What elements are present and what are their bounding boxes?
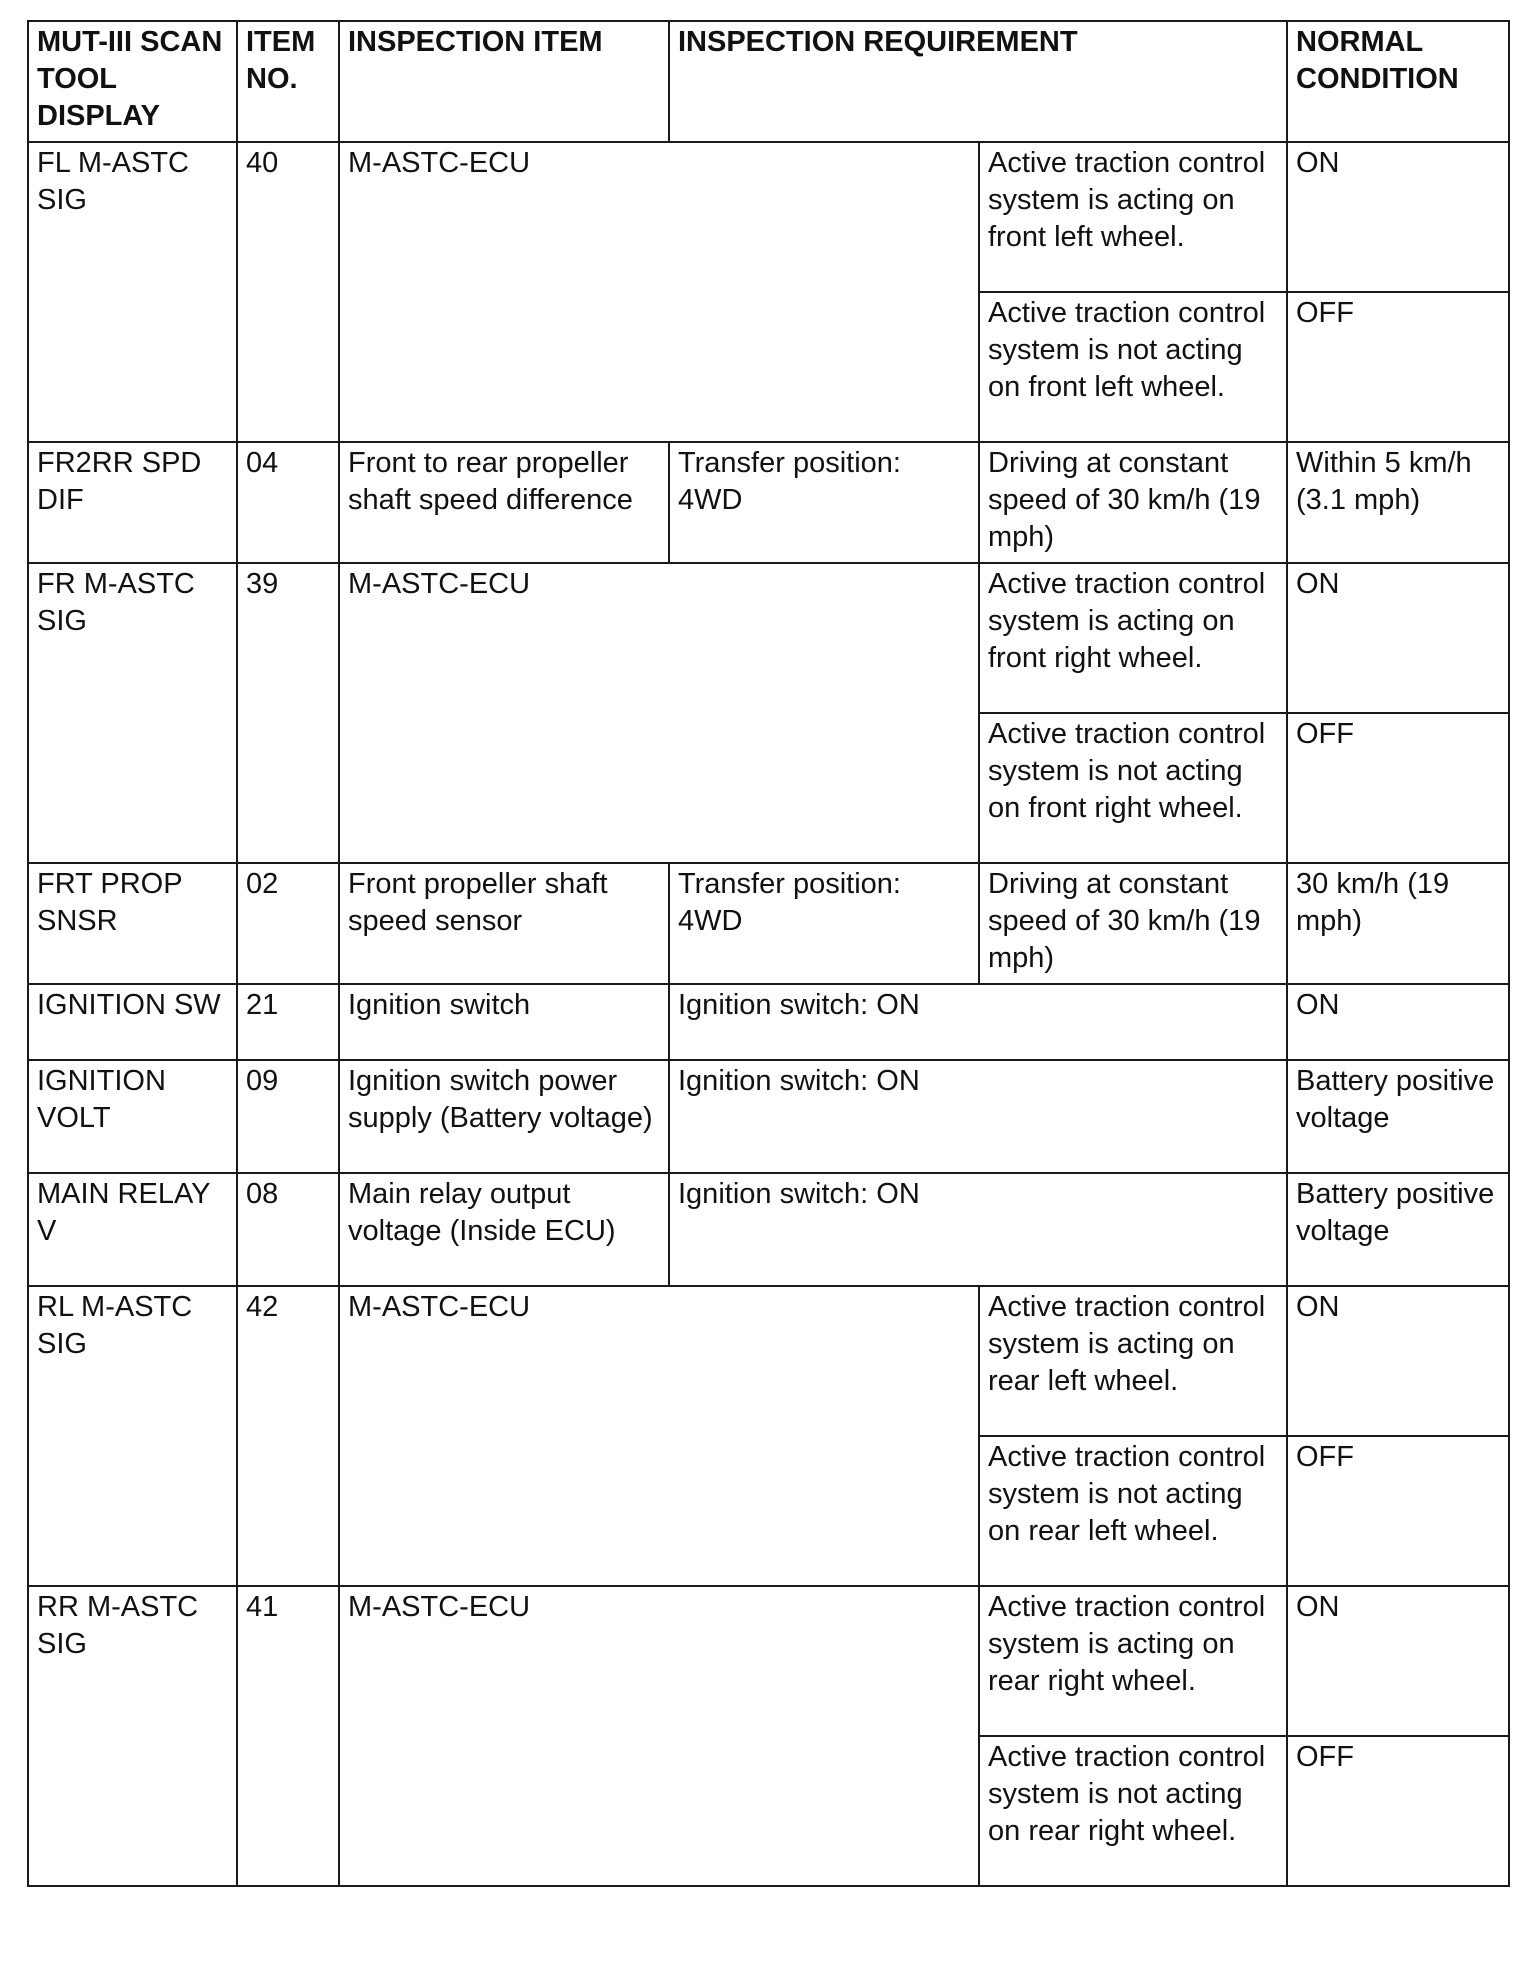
cell-inspection-item: M-ASTC-ECU xyxy=(339,563,979,863)
cell-requirement-a: Transfer position: 4WD xyxy=(669,863,979,984)
header-display: MUT-III SCAN TOOL DISPLAY xyxy=(28,21,237,142)
cell-requirement: Active traction control system is not acting on front right wheel. xyxy=(979,713,1287,863)
header-inspection-requirement: INSPECTION REQUIREMENT xyxy=(669,21,1287,142)
cell-requirement-b: Driving at constant speed of 30 km/h (19 mph) xyxy=(979,442,1287,563)
cell-normal: OFF xyxy=(1287,1736,1509,1886)
cell-item-no: 41 xyxy=(237,1586,339,1886)
cell-inspection-item: Ignition switch xyxy=(339,984,669,1060)
cell-normal: ON xyxy=(1287,142,1509,292)
inspection-table xyxy=(27,20,1510,1887)
cell-normal: 30 km/h (19 mph) xyxy=(1287,863,1509,984)
cell-normal: ON xyxy=(1287,563,1509,713)
cell-requirement: Active traction control system is not acting on rear right wheel. xyxy=(979,1736,1287,1886)
cell-requirement: Active traction control system is not acting on front left wheel. xyxy=(979,292,1287,442)
cell-display: FR M-ASTC SIG xyxy=(28,563,237,863)
cell-requirement: Ignition switch: ON xyxy=(669,1173,1287,1286)
cell-display: RL M-ASTC SIG xyxy=(28,1286,237,1586)
cell-inspection-item: Front to rear propeller shaft speed difference xyxy=(339,442,669,563)
table-row xyxy=(28,1586,1509,1736)
cell-display: RR M-ASTC SIG xyxy=(28,1586,237,1886)
cell-requirement-a: Transfer position: 4WD xyxy=(669,442,979,563)
cell-display: FL M-ASTC SIG xyxy=(28,142,237,442)
cell-item-no: 04 xyxy=(237,442,339,563)
cell-item-no: 42 xyxy=(237,1286,339,1586)
header-normal-condition: NORMAL CONDITION xyxy=(1287,21,1509,142)
cell-inspection-item: Main relay output voltage (Inside ECU) xyxy=(339,1173,669,1286)
cell-requirement-b: Driving at constant speed of 30 km/h (19 mph) xyxy=(979,863,1287,984)
table-row xyxy=(28,142,1509,292)
cell-requirement: Active traction control system is acting on front right wheel. xyxy=(979,563,1287,713)
cell-item-no: 21 xyxy=(237,984,339,1060)
cell-inspection-item: M-ASTC-ECU xyxy=(339,1586,979,1886)
cell-normal: OFF xyxy=(1287,292,1509,442)
cell-item-no: 02 xyxy=(237,863,339,984)
cell-normal: ON xyxy=(1287,1586,1509,1736)
cell-display: MAIN RELAY V xyxy=(28,1173,237,1286)
cell-item-no: 40 xyxy=(237,142,339,442)
cell-display: IGNITION SW xyxy=(28,984,237,1060)
cell-item-no: 39 xyxy=(237,563,339,863)
table-row xyxy=(28,984,1509,1060)
cell-normal: Battery positive voltage xyxy=(1287,1060,1509,1173)
cell-item-no: 09 xyxy=(237,1060,339,1173)
table-row xyxy=(28,863,1509,984)
cell-display: IGNITION VOLT xyxy=(28,1060,237,1173)
cell-requirement: Active traction control system is not acting on rear left wheel. xyxy=(979,1436,1287,1586)
table-row xyxy=(28,1173,1509,1286)
cell-normal: Within 5 km/h (3.1 mph) xyxy=(1287,442,1509,563)
cell-display: FR2RR SPD DIF xyxy=(28,442,237,563)
table-row xyxy=(28,563,1509,713)
cell-normal: ON xyxy=(1287,984,1509,1060)
table-row xyxy=(28,442,1509,563)
table-row xyxy=(28,1060,1509,1173)
cell-display: FRT PROP SNSR xyxy=(28,863,237,984)
header-inspection-item: INSPECTION ITEM xyxy=(339,21,669,142)
cell-requirement: Ignition switch: ON xyxy=(669,1060,1287,1173)
cell-item-no: 08 xyxy=(237,1173,339,1286)
cell-normal: Battery positive voltage xyxy=(1287,1173,1509,1286)
cell-inspection-item: M-ASTC-ECU xyxy=(339,1286,979,1586)
cell-inspection-item: Ignition switch power supply (Battery voltage) xyxy=(339,1060,669,1173)
header-row xyxy=(28,21,1509,142)
cell-requirement: Active traction control system is acting on rear right wheel. xyxy=(979,1586,1287,1736)
cell-requirement: Active traction control system is acting on front left wheel. xyxy=(979,142,1287,292)
table-row xyxy=(28,1286,1509,1436)
cell-normal: OFF xyxy=(1287,1436,1509,1586)
cell-requirement: Active traction control system is acting on rear left wheel. xyxy=(979,1286,1287,1436)
cell-requirement: Ignition switch: ON xyxy=(669,984,1287,1060)
cell-normal: OFF xyxy=(1287,713,1509,863)
cell-normal: ON xyxy=(1287,1286,1509,1436)
header-item-no: ITEM NO. xyxy=(237,21,339,142)
cell-inspection-item: M-ASTC-ECU xyxy=(339,142,979,442)
cell-inspection-item: Front propeller shaft speed sensor xyxy=(339,863,669,984)
